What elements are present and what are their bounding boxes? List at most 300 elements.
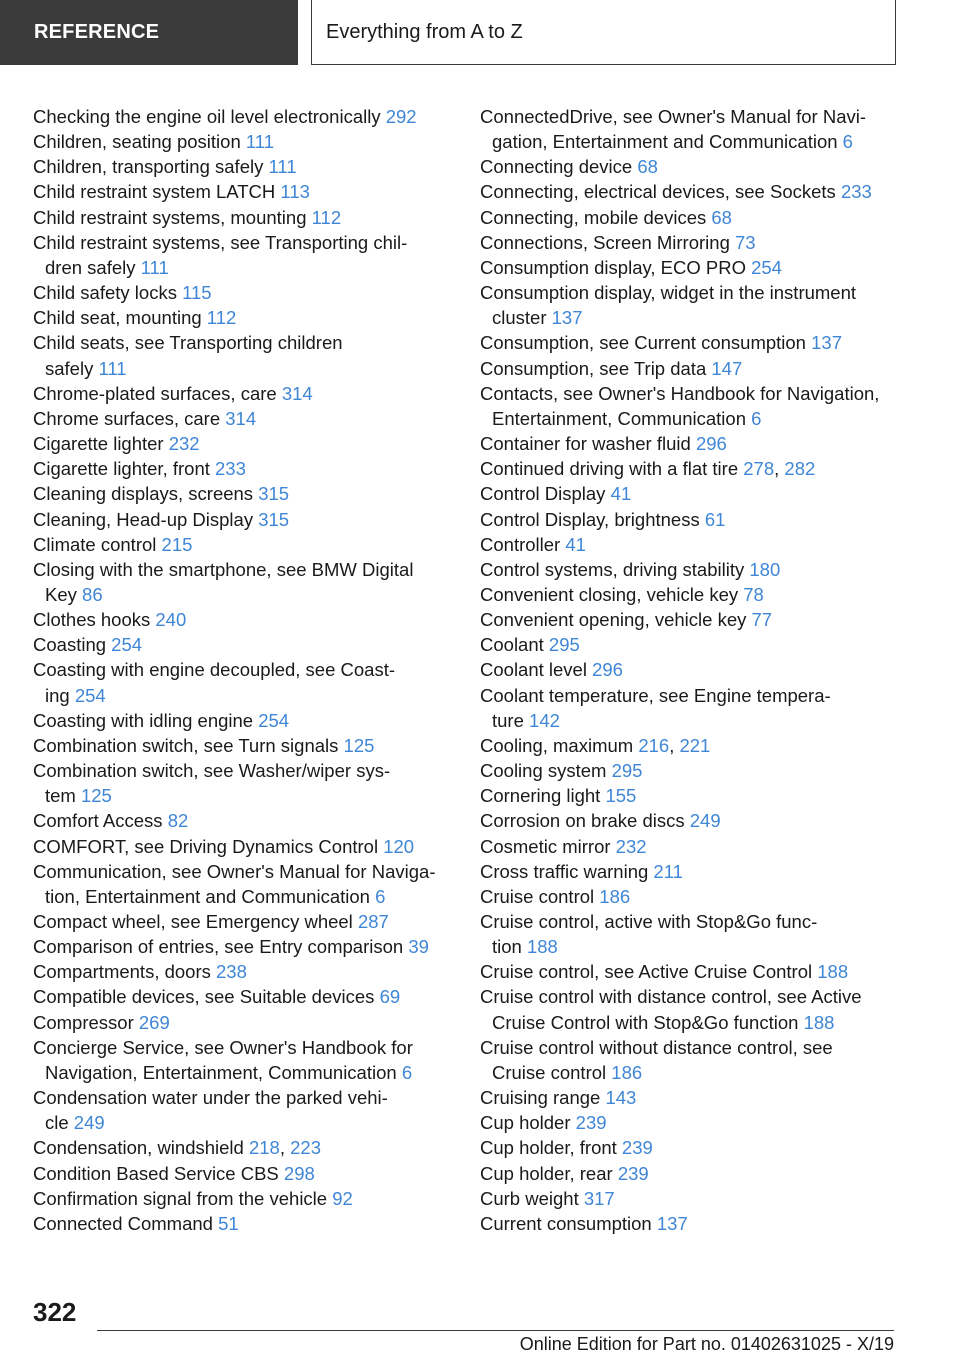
index-entry-term <box>33 733 453 758</box>
page-reference-link[interactable]: 111 <box>140 256 169 278</box>
page-reference-link[interactable]: 137 <box>811 332 842 354</box>
index-entry <box>33 507 453 532</box>
index-entry-text: Comparison of entries, see Entry comparison <box>33 936 404 958</box>
index-entry-text: Compatible devices, see Suitable devices <box>33 986 375 1008</box>
index-entry-term <box>480 657 900 682</box>
index-entry-term: Continued driving with a flat tire 278, 282 <box>480 458 816 480</box>
index-entry-term <box>480 557 900 582</box>
index-entry-text: Key <box>45 583 77 605</box>
index-entry-continuation <box>33 1060 453 1085</box>
index-entry-term <box>480 909 900 934</box>
index-entry-term <box>480 758 900 783</box>
index-entry-text: Cleaning, Head-up Display <box>33 508 254 530</box>
index-entry-term <box>480 1161 900 1186</box>
index-entry-text: Compact wheel, see Emergency wheel <box>33 911 353 932</box>
index-entry-text: Child restraint system LATCH <box>33 181 276 203</box>
index-entry-term <box>480 280 900 305</box>
page-reference-link[interactable]: 233 <box>215 458 246 480</box>
page-reference-link[interactable]: 282 <box>784 458 816 480</box>
index-entry <box>33 104 453 129</box>
page-reference-link[interactable]: 112 <box>311 206 342 228</box>
index-entry-term <box>480 481 900 506</box>
index-entry-continuation <box>33 1110 453 1135</box>
index-entry-text: Controller <box>480 533 561 555</box>
index-entry <box>33 909 453 934</box>
index-entry-term <box>33 481 453 506</box>
index-entry <box>33 1035 453 1085</box>
index-entry-term <box>33 1161 453 1186</box>
index-entry-text: Coolant <box>480 634 544 656</box>
index-entry-text: Compartments, doors <box>33 961 211 983</box>
index-entry-text: Climate control <box>33 533 157 555</box>
index-entry <box>480 1186 900 1211</box>
page-number: 322 <box>33 1297 77 1327</box>
page-reference-link[interactable]: 125 <box>343 734 375 756</box>
index-entry <box>480 356 900 381</box>
index-entry <box>480 179 900 204</box>
index-entry-term <box>480 859 900 884</box>
index-entry-text: Chrome surfaces, care <box>33 407 221 429</box>
page-reference-link[interactable]: 232 <box>615 835 647 857</box>
index-entry-continuation <box>33 884 453 909</box>
index-entry-text: Entertainment, Communication <box>492 407 746 429</box>
page-reference-link[interactable]: 39 <box>408 936 429 958</box>
index-entry-text: Checking the engine oil level electronically <box>33 106 381 127</box>
index-entry-text: Control Display, brightness <box>480 508 700 530</box>
index-entry <box>480 1110 900 1135</box>
index-entry-term <box>33 632 453 657</box>
index-entry-term <box>33 179 453 204</box>
index-entry-text: Coasting <box>33 634 107 656</box>
page-reference-link[interactable]: 239 <box>621 1137 653 1159</box>
index-entry-text: Corrosion on brake discs <box>480 810 685 832</box>
index-entry-text: Combination switch, see Washer/wiper sys- <box>33 760 391 782</box>
index-entry-text: Curb weight <box>480 1187 579 1209</box>
index-entry <box>480 834 900 859</box>
index-entry <box>33 733 453 758</box>
index-entry <box>33 984 453 1009</box>
page-reference-link[interactable]: 113 <box>280 181 310 203</box>
index-entry <box>33 1211 453 1236</box>
index-entry-text: Connecting, electrical devices, see Sockets <box>480 181 836 203</box>
index-entry-term <box>480 154 900 179</box>
index-entry-term <box>480 1085 900 1110</box>
index-entry <box>33 532 453 557</box>
index-entry <box>33 1161 453 1186</box>
index-entry-continuation <box>33 356 453 381</box>
page-reference-link[interactable]: 254 <box>74 684 106 706</box>
index-entry-text: Contacts, see Owner's Handbook for Navigation, <box>480 382 880 404</box>
index-entry <box>33 708 453 733</box>
index-entry <box>480 1211 900 1236</box>
page-reference-link[interactable]: 240 <box>155 609 187 631</box>
index-entry <box>480 1035 900 1085</box>
page-reference-link[interactable]: 314 <box>225 407 257 429</box>
page-reference-link[interactable]: 69 <box>379 986 401 1008</box>
index-entry-term <box>480 255 900 280</box>
page-reference-link[interactable]: 73 <box>735 231 756 253</box>
page-reference-link[interactable]: 315 <box>258 483 290 505</box>
index-entry-term <box>33 431 453 456</box>
index-entry <box>480 808 900 833</box>
page-reference-link[interactable]: 68 <box>711 206 732 228</box>
index-entry-continuation <box>33 255 453 280</box>
index-entry-term <box>33 381 453 406</box>
index-entry-term <box>480 230 900 255</box>
index-entry <box>33 1135 453 1160</box>
section-label: REFERENCE <box>34 21 160 43</box>
index-entry-text: Child seat, mounting <box>33 307 202 329</box>
index-entry-text: Children, transporting safely <box>33 156 264 178</box>
page-reference-link[interactable]: 249 <box>689 810 721 832</box>
index-entry-term <box>33 808 453 833</box>
page-reference-link[interactable]: 112 <box>206 307 237 329</box>
page-reference-link[interactable]: 249 <box>73 1112 105 1134</box>
index-entry <box>33 381 453 406</box>
index-entry-term <box>480 1186 900 1211</box>
page-reference-link[interactable]: 143 <box>605 1087 637 1109</box>
page-reference-link[interactable]: 120 <box>383 835 415 857</box>
index-entry-term <box>480 632 900 657</box>
page-reference-link[interactable]: 295 <box>611 760 643 782</box>
page-reference-link[interactable]: 296 <box>592 659 623 681</box>
page-reference-link[interactable]: 295 <box>548 634 580 656</box>
index-entry-term <box>33 280 453 305</box>
index-entry <box>480 431 900 456</box>
index-entry-text: Connected Command <box>33 1212 213 1234</box>
index-entry-term <box>480 834 900 859</box>
index-entry-term <box>480 783 900 808</box>
page-reference-link[interactable]: 77 <box>751 609 773 631</box>
page-reference-link[interactable]: 82 <box>167 810 189 832</box>
index-entry-text: Cruise control, active with Stop&Go func- <box>480 911 818 932</box>
index-entry <box>33 129 453 154</box>
page-reference-link[interactable]: 239 <box>617 1162 649 1184</box>
index-entry <box>480 507 900 532</box>
page-reference-link[interactable]: 6 <box>401 1061 413 1083</box>
page-reference-link[interactable]: 115 <box>182 282 212 304</box>
page-reference-link[interactable]: 216 <box>638 734 670 756</box>
page-reference-link[interactable]: 315 <box>258 508 290 530</box>
index-entry <box>480 205 900 230</box>
index-entry <box>33 280 453 305</box>
index-entry-term <box>480 607 900 632</box>
index-entry-text: Child seats, see Transporting children <box>33 332 343 354</box>
index-entry <box>33 1085 453 1135</box>
page-reference-link[interactable]: 188 <box>526 936 558 958</box>
index-entry <box>33 934 453 959</box>
page-reference-link[interactable]: 254 <box>751 256 782 278</box>
page-reference-link[interactable]: 292 <box>385 106 417 127</box>
page-reference-link[interactable]: 287 <box>357 911 389 932</box>
index-entry-text: Consumption display, ECO PRO <box>480 256 746 278</box>
index-entry-text: Cup holder, front <box>480 1137 617 1159</box>
index-entry <box>480 683 900 733</box>
page-reference-link[interactable]: 218 <box>248 1137 280 1159</box>
page-reference-link[interactable]: 68 <box>637 156 658 178</box>
index-entry <box>480 1135 900 1160</box>
index-entry <box>480 582 900 607</box>
index-entry-text: Condition Based Service CBS <box>33 1162 279 1184</box>
index-entry-text: Child restraint systems, see Transporting chil- <box>33 231 408 253</box>
page-reference-link[interactable]: 111 <box>268 156 297 178</box>
index-entry <box>480 859 900 884</box>
index-entry-continuation <box>480 1060 900 1085</box>
index-entry <box>480 381 900 431</box>
page-reference-link[interactable]: 41 <box>565 533 586 555</box>
index-entry-term <box>480 959 900 984</box>
index-entry-term <box>33 406 453 431</box>
index-entry-term <box>33 708 453 733</box>
page-reference-link[interactable]: 92 <box>332 1187 353 1209</box>
page-reference-link[interactable]: 186 <box>599 885 631 907</box>
index-entry <box>33 179 453 204</box>
index-entry-text: Connections, Screen Mirroring <box>480 231 730 253</box>
page-reference-link[interactable]: 111 <box>98 357 127 379</box>
index-entry <box>33 481 453 506</box>
index-entry-continuation <box>480 305 900 330</box>
index-entry-text: Cruising range <box>480 1087 601 1109</box>
index-entry-continuation <box>480 129 900 154</box>
page-reference-link[interactable]: 41 <box>610 483 632 505</box>
index-entry-text: Continued driving with a flat tire <box>480 458 739 480</box>
index-entry-text: ture <box>492 709 524 731</box>
page-reference-link[interactable]: 298 <box>283 1162 315 1184</box>
index-entry-text: dren safely <box>45 256 136 278</box>
index-entry <box>480 607 900 632</box>
index-entry-text: Control Display <box>480 483 606 505</box>
index-entry <box>33 959 453 984</box>
index-entry-term <box>33 758 453 783</box>
page-reference-link[interactable]: 239 <box>575 1112 607 1134</box>
index-entry <box>480 557 900 582</box>
index-entry-term <box>480 582 900 607</box>
page-reference-link[interactable]: 211 <box>653 860 683 882</box>
index-entry-term <box>480 884 900 909</box>
page-reference-link[interactable]: 155 <box>605 785 637 807</box>
index-entry-text: ing <box>45 684 70 706</box>
index-entry-text: Child safety locks <box>33 282 177 304</box>
page-reference-link[interactable]: 232 <box>168 433 200 455</box>
index-entry-term <box>33 129 453 154</box>
index-entry <box>480 255 900 280</box>
index-entry <box>33 205 453 230</box>
page-reference-link[interactable]: 78 <box>743 583 764 605</box>
page-reference-link[interactable]: 317 <box>583 1187 615 1209</box>
index-entry <box>480 1085 900 1110</box>
page-reference-link[interactable]: 221 <box>679 734 711 756</box>
index-entry-term <box>480 1035 900 1060</box>
index-entry <box>33 330 453 380</box>
page-reference-link[interactable]: 111 <box>245 131 275 153</box>
index-entry-term <box>33 532 453 557</box>
index-entry-term <box>480 356 900 381</box>
index-entry-continuation <box>33 783 453 808</box>
index-entry-term <box>480 808 900 833</box>
page-reference-link[interactable]: 147 <box>711 357 743 379</box>
section-tab <box>0 0 298 65</box>
page-reference-link[interactable]: 61 <box>704 508 726 530</box>
page-reference-link[interactable]: 137 <box>551 307 583 329</box>
index-entry <box>33 406 453 431</box>
index-entry <box>33 431 453 456</box>
page-reference-link[interactable]: 238 <box>216 961 247 983</box>
index-entry-term <box>33 205 453 230</box>
page-reference-link[interactable]: 254 <box>111 634 143 656</box>
index-entry-term <box>480 431 900 456</box>
index-entry-text: Closing with the smartphone, see BMW Digital <box>33 558 414 580</box>
page-reference-link[interactable]: 223 <box>290 1137 322 1159</box>
index-entry-continuation <box>33 582 453 607</box>
index-entry <box>33 456 453 481</box>
page-reference-link[interactable]: 215 <box>161 533 193 555</box>
page-reference-link[interactable]: 180 <box>749 558 781 580</box>
page-reference-link[interactable]: 51 <box>218 1212 239 1234</box>
index-entry-text: Coolant level <box>480 659 587 681</box>
page-reference-link[interactable]: 314 <box>281 382 313 404</box>
index-entry-term <box>480 1211 900 1236</box>
index-entry-text: Compressor <box>33 1011 134 1033</box>
index-entry <box>480 532 900 557</box>
index-entry <box>480 481 900 506</box>
index-entry-text: Cosmetic mirror <box>480 835 611 857</box>
index-entry-term <box>33 1085 453 1110</box>
index-entry-text: Cleaning displays, screens <box>33 483 254 505</box>
page-reference-link[interactable]: 269 <box>138 1011 170 1033</box>
page-reference-link[interactable]: 186 <box>611 1061 643 1083</box>
index-entry-term <box>33 1186 453 1211</box>
index-entry-text: Cornering light <box>480 785 601 807</box>
index-entry-text: Cigarette lighter <box>33 433 164 455</box>
index-entry-text: Chrome-plated surfaces, care <box>33 382 277 404</box>
page-reference-link[interactable]: 142 <box>529 709 560 731</box>
page-reference-link[interactable]: 6 <box>751 407 762 429</box>
index-entry-term <box>33 507 453 532</box>
index-entry <box>480 632 900 657</box>
index-entry <box>33 557 453 607</box>
index-entry-text: Convenient closing, vehicle key <box>480 583 739 605</box>
page-reference-link[interactable]: 125 <box>80 785 112 807</box>
index-entry-text: Coasting with engine decoupled, see Coast- <box>33 659 396 681</box>
page-reference-link[interactable]: 86 <box>82 583 103 605</box>
index-entry <box>33 305 453 330</box>
index-entry <box>480 984 900 1034</box>
index-entry-term <box>33 607 453 632</box>
page-reference-link[interactable]: 296 <box>695 433 727 455</box>
index-entry-term <box>33 834 453 859</box>
index-entry-text: Cruise control without distance control, see <box>480 1036 833 1058</box>
index-entry-term <box>480 507 900 532</box>
index-entry-term <box>33 984 453 1009</box>
index-entry <box>480 959 900 984</box>
index-entry <box>33 808 453 833</box>
index-entry-term <box>33 154 453 179</box>
index-entry <box>480 330 900 355</box>
index-entry-text: Cruise control <box>492 1061 607 1083</box>
index-entry-text: Cooling, maximum <box>480 734 634 756</box>
footer-edition: Online Edition for Part no. 01402631025 - X/19 <box>519 1334 894 1354</box>
page-reference-link[interactable]: 6 <box>375 885 386 907</box>
page-reference-link[interactable]: 6 <box>842 131 853 153</box>
index-entry-text: cle <box>45 1112 69 1134</box>
index-entry <box>480 456 900 481</box>
index-entry-term <box>33 859 453 884</box>
index-entry-term <box>33 934 453 959</box>
index-entry-term <box>33 959 453 984</box>
index-entry-text: Coasting with idling engine <box>33 709 254 731</box>
index-entry-text: gation, Entertainment and Communication <box>492 131 838 153</box>
index-entry <box>480 733 900 758</box>
page-reference-link[interactable]: 188 <box>817 961 849 983</box>
index-entry-term <box>33 557 453 582</box>
page-reference-link[interactable]: 278 <box>743 458 775 480</box>
page-reference-link[interactable]: 137 <box>656 1212 688 1234</box>
index-entry-text: tem <box>45 785 76 807</box>
index-entry-term <box>480 984 900 1009</box>
index-entry-continuation <box>480 708 900 733</box>
page-header <box>311 0 896 65</box>
index-entry-text: Cup holder <box>480 1112 571 1134</box>
index-entry-text: Concierge Service, see Owner's Handbook for <box>33 1036 413 1058</box>
index-entry-text: Cruise control, see Active Cruise Control <box>480 961 813 983</box>
index-entry-text: Child restraint systems, mounting <box>33 206 307 228</box>
index-entry <box>33 1010 453 1035</box>
index-entry <box>480 758 900 783</box>
index-entry <box>33 607 453 632</box>
index-entry-term <box>480 205 900 230</box>
index-column-left <box>33 104 453 1236</box>
index-column-right <box>480 104 900 1236</box>
index-entry-text: Communication, see Owner's Manual for Naviga- <box>33 860 436 882</box>
index-entry-term <box>480 1110 900 1135</box>
index-entry-text: tion, Entertainment and Communication <box>45 885 370 907</box>
index-entry-term <box>480 683 900 708</box>
page-reference-link[interactable]: 233 <box>840 181 872 203</box>
index-entry-term <box>33 1035 453 1060</box>
index-entry-text: Condensation water under the parked vehi- <box>33 1087 388 1109</box>
index-entry-text: Children, seating position <box>33 131 241 153</box>
index-entry <box>33 758 453 808</box>
index-entry-term <box>480 179 900 204</box>
index-entry-text: Cruise Control with Stop&Go function <box>492 1011 799 1033</box>
page-reference-link[interactable]: 254 <box>258 709 290 731</box>
index-entry <box>33 1186 453 1211</box>
index-entry-text: tion <box>492 936 522 958</box>
index-entry-term <box>33 104 453 129</box>
index-entry <box>480 1161 900 1186</box>
index-entry <box>480 884 900 909</box>
index-entry <box>480 104 900 154</box>
index-entry-term <box>480 104 900 129</box>
index-entry-text: Combination switch, see Turn signals <box>33 734 339 756</box>
index-entry <box>33 657 453 707</box>
index-entry-term <box>33 909 453 934</box>
page-title: Everything from A to Z <box>326 20 523 43</box>
index-entry-term: Cooling, maximum 216, 221 <box>480 734 711 756</box>
index-entry-text: Coolant temperature, see Engine tempera- <box>480 684 831 706</box>
index-entry-text: Comfort Access <box>33 810 163 832</box>
index-entry <box>480 280 900 330</box>
index-entry-text: cluster <box>492 307 547 329</box>
index-entry <box>33 230 453 280</box>
index-entry-continuation <box>480 1010 900 1035</box>
index-entry-text: Cooling system <box>480 760 607 782</box>
index-entry-text: Navigation, Entertainment, Communication <box>45 1061 397 1083</box>
index-entry-continuation <box>480 934 900 959</box>
page-reference-link[interactable]: 188 <box>803 1011 835 1033</box>
index-entry <box>480 230 900 255</box>
index-entry-text: ConnectedDrive, see Owner's Manual for Navi- <box>480 106 867 127</box>
